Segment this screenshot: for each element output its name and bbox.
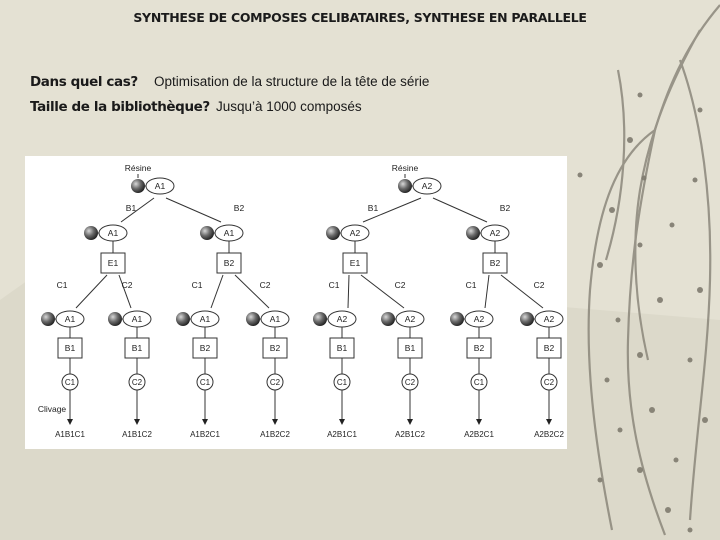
cleave-label: C2 <box>259 280 271 290</box>
level3-box-label: B1 <box>64 343 76 353</box>
level3-cap-label: C2 <box>404 378 416 387</box>
level3-cap-label: C1 <box>64 378 76 387</box>
level3-box-label: B1 <box>336 343 348 353</box>
case-label: Dans quel cas? <box>30 74 138 90</box>
level3-box-label: B2 <box>199 343 211 353</box>
page-title: SYNTHESE DE COMPOSES CELIBATAIRES, SYNTHESE EN PARALLELE <box>133 10 587 25</box>
level3-cap-label: C1 <box>336 378 348 387</box>
level3-label: A2 <box>543 314 555 324</box>
branch-label: B2 <box>499 203 511 213</box>
level2-label: A2 <box>489 228 501 238</box>
resin-label: Résine <box>391 163 419 173</box>
level2-box-label: B2 <box>223 258 235 268</box>
product-label: A1B2C1 <box>190 430 220 439</box>
level3-box-label: B2 <box>543 343 555 353</box>
level2-box-label: B2 <box>489 258 501 268</box>
level1-label: A1 <box>154 181 166 191</box>
level3-box-label: B1 <box>404 343 416 353</box>
resin-bead <box>398 179 412 193</box>
level2-label: A1 <box>107 228 119 238</box>
library-value: Jusqu’à 1000 composés <box>216 99 362 114</box>
product-label: A2B2C2 <box>534 430 564 439</box>
cleave-label: C1 <box>465 280 477 290</box>
branch-label: B2 <box>233 203 245 213</box>
cleavage-label: Clivage <box>37 404 67 414</box>
cleave-label: C2 <box>533 280 545 290</box>
cleave-label: C1 <box>56 280 68 290</box>
resin-label: Résine <box>124 163 152 173</box>
level3-label: A1 <box>64 314 76 324</box>
cleave-label: C1 <box>191 280 203 290</box>
cleave-label: C2 <box>121 280 133 290</box>
product-label: A1B1C2 <box>122 430 152 439</box>
level3-cap-label: C2 <box>131 378 143 387</box>
resin-bead <box>520 312 534 326</box>
resin-bead <box>313 312 327 326</box>
resin-bead <box>326 226 340 240</box>
level3-label: A2 <box>404 314 416 324</box>
level3-box-label: B1 <box>131 343 143 353</box>
level3-cap-label: C2 <box>269 378 281 387</box>
level3-label: A2 <box>336 314 348 324</box>
level3-box-label: B2 <box>473 343 485 353</box>
level3-label: A1 <box>269 314 281 324</box>
product-label: A1B1C1 <box>55 430 85 439</box>
synthesis-diagram <box>25 156 567 449</box>
resin-bead <box>176 312 190 326</box>
branch-line <box>433 198 487 222</box>
branch-line <box>166 198 221 222</box>
cleave-label: C1 <box>328 280 340 290</box>
library-row <box>30 99 362 115</box>
resin-bead <box>200 226 214 240</box>
branch-line <box>485 275 489 308</box>
resin-bead <box>108 312 122 326</box>
resin-bead <box>466 226 480 240</box>
resin-bead <box>84 226 98 240</box>
level3-label: A1 <box>199 314 211 324</box>
level3-label: A1 <box>131 314 143 324</box>
case-row <box>30 74 430 90</box>
level3-label: A2 <box>473 314 485 324</box>
level3-cap-label: C1 <box>473 378 485 387</box>
resin-bead <box>450 312 464 326</box>
resin-bead <box>131 179 145 193</box>
level2-box-label: E1 <box>349 258 361 268</box>
branch-line <box>211 275 223 308</box>
level3-box-label: B2 <box>269 343 281 353</box>
library-label: Taille de la bibliothèque? <box>30 99 210 115</box>
resin-bead <box>246 312 260 326</box>
case-value: Optimisation de la structure de la tête de série <box>154 74 430 89</box>
level3-cap-label: C1 <box>199 378 211 387</box>
product-label: A2B1C2 <box>395 430 425 439</box>
level1-label: A2 <box>421 181 433 191</box>
branch-label: B1 <box>367 203 379 213</box>
resin-bead <box>381 312 395 326</box>
synthesis-tree <box>25 156 567 449</box>
branch-line <box>76 275 107 308</box>
cleave-label: C2 <box>394 280 406 290</box>
level2-box-label: E1 <box>107 258 119 268</box>
level2-label: A1 <box>223 228 235 238</box>
product-label: A2B1C1 <box>327 430 357 439</box>
level2-label: A2 <box>349 228 361 238</box>
product-label: A1B2C2 <box>260 430 290 439</box>
branch-line <box>348 275 349 308</box>
product-label: A2B2C1 <box>464 430 494 439</box>
resin-bead <box>41 312 55 326</box>
level3-cap-label: C2 <box>543 378 555 387</box>
branch-label: B1 <box>125 203 137 213</box>
